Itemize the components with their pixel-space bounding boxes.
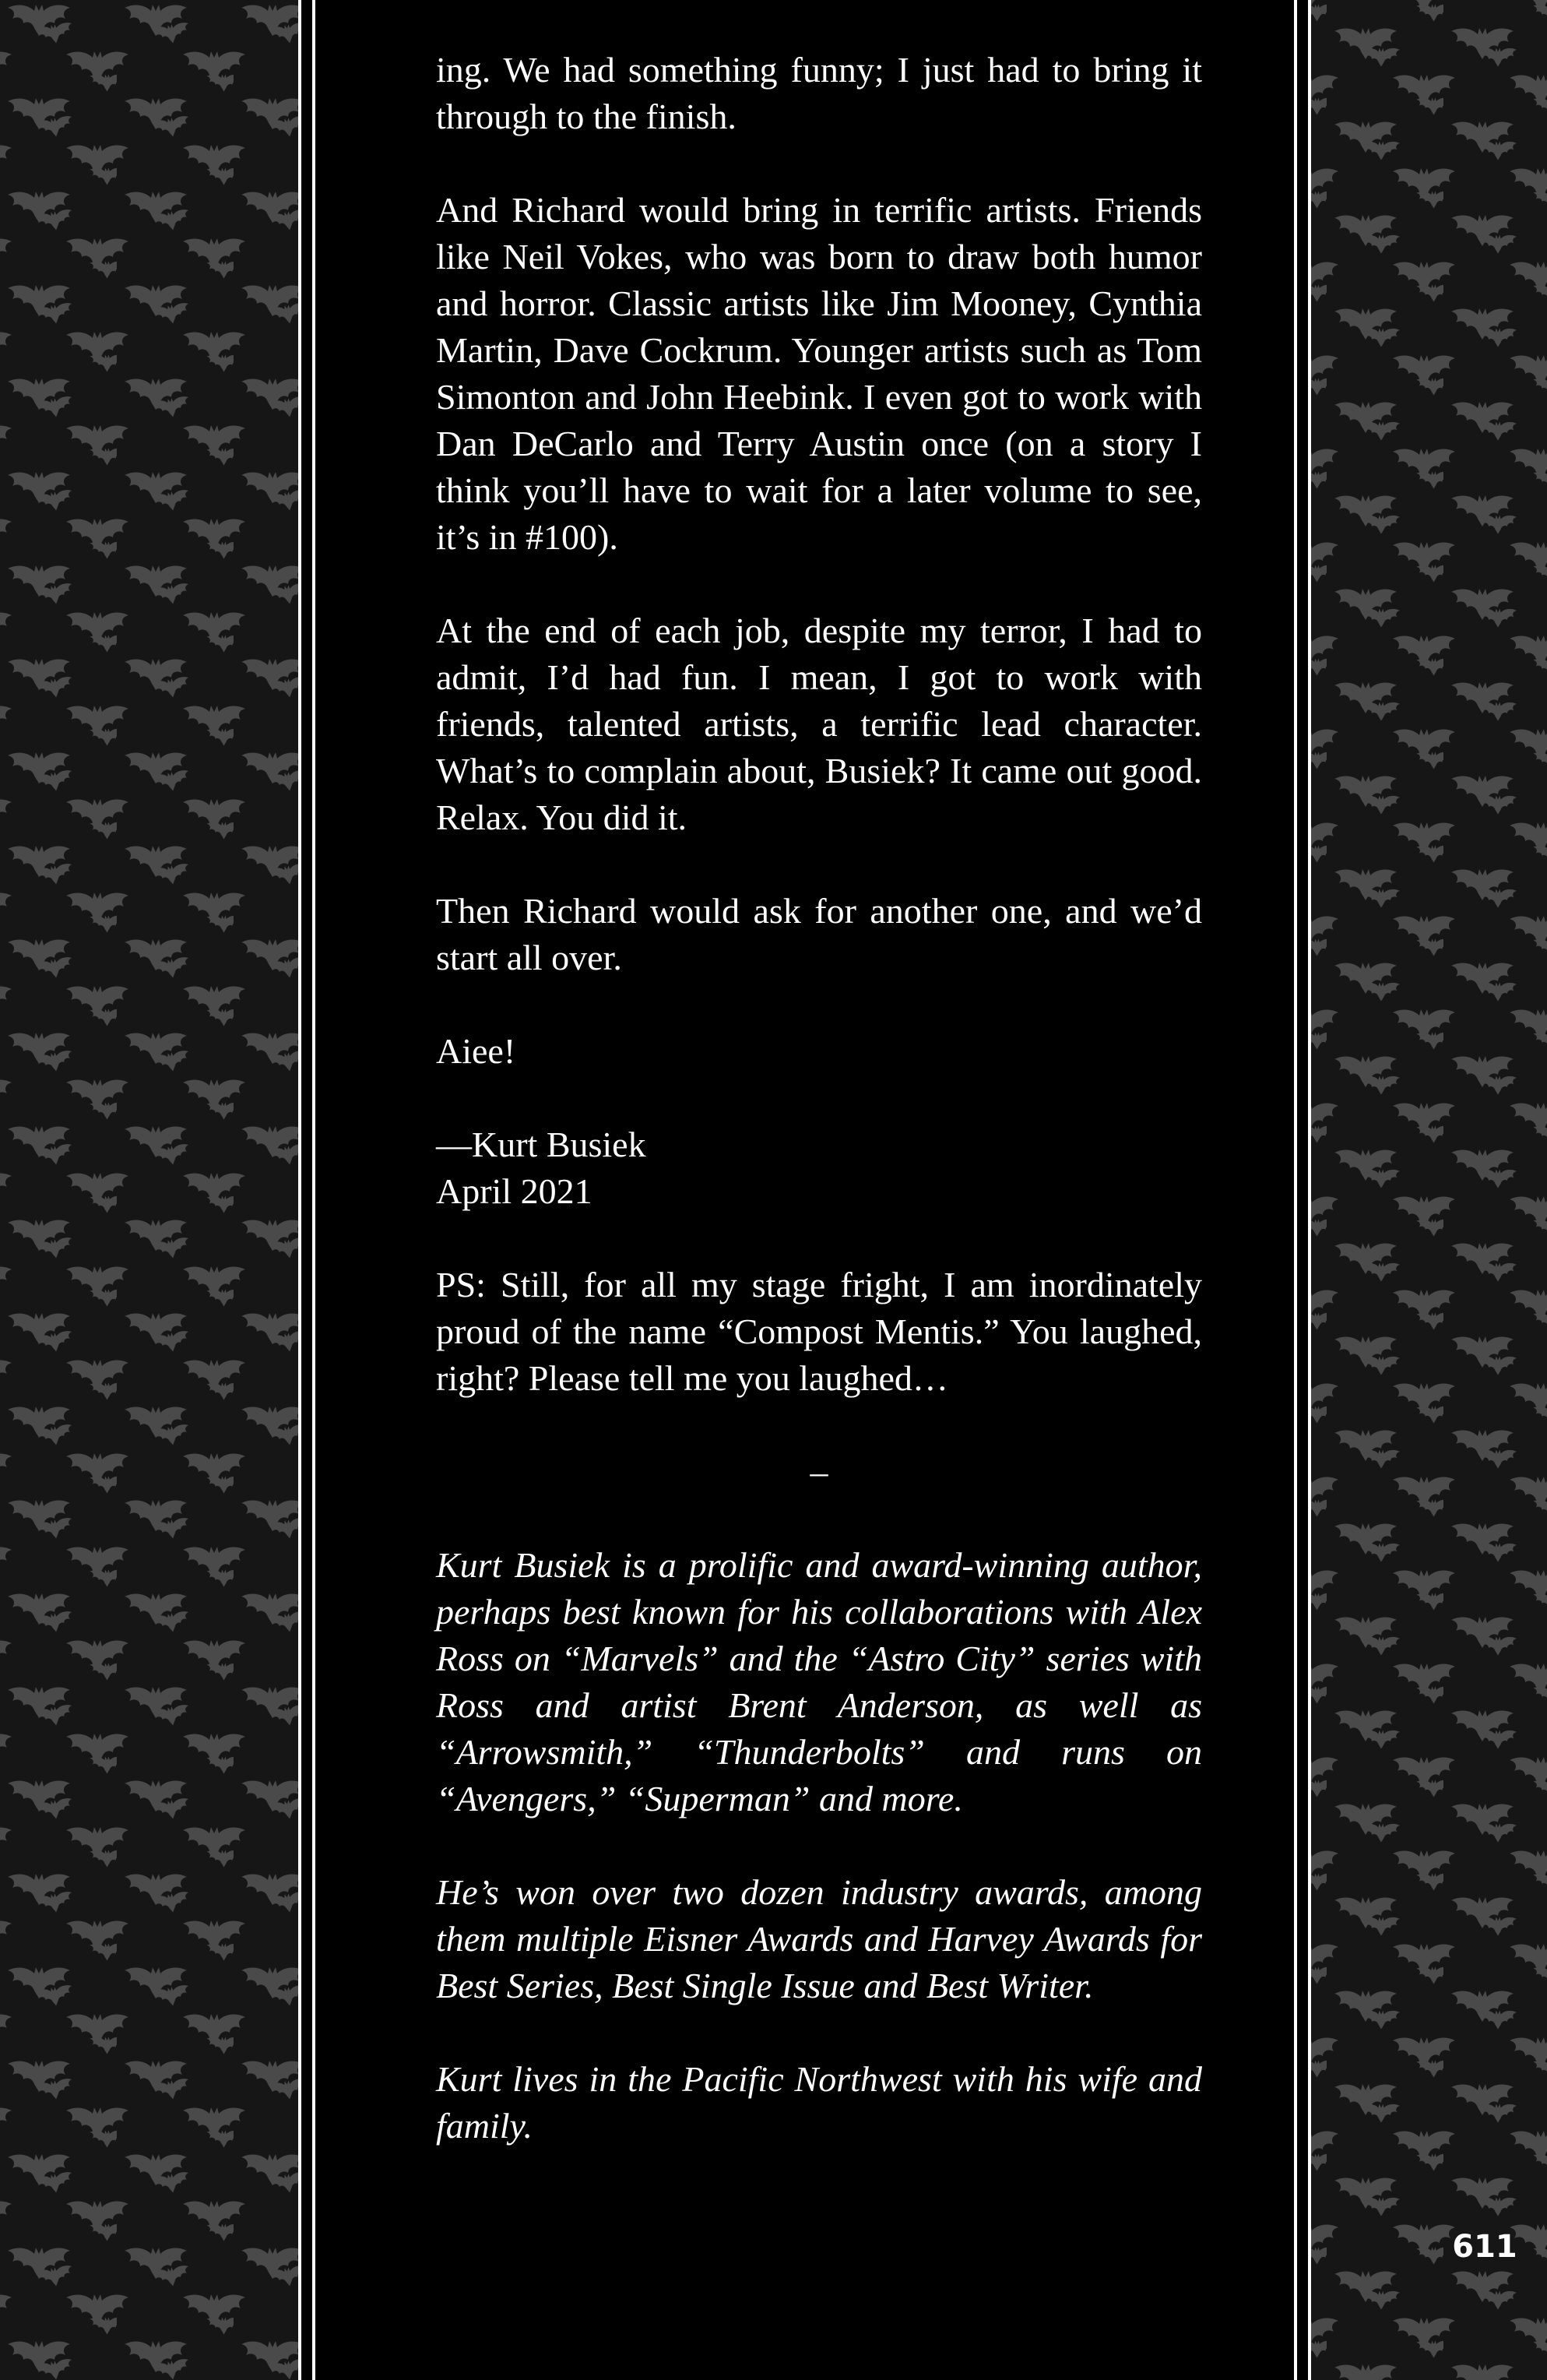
signature-name: —Kurt Busiek: [436, 1125, 646, 1164]
body-paragraph: Then Richard would ask for another one, and we’d start all over.: [436, 891, 1202, 977]
signature-date: April 2021: [436, 1171, 592, 1211]
section-separator: –: [810, 1452, 828, 1491]
body-paragraph: At the end of each job, despite my terror, I had to admit, I’d had fun. I mean, I got to work with friends, talented artists, a terrific lead character. What’s to complain about, Busiek? It came out good. Relax. You did it.: [436, 611, 1202, 837]
bio-paragraph: He’s won over two dozen industry awards, among them multiple Eisner Awards and Harvey Awards for Best Series, Best Single Issue and Best Writer.: [436, 1872, 1202, 2005]
bat-icon: [0, 0, 298, 2380]
body-paragraph: ing. We had something funny; I just had to bring it through to the finish.: [436, 50, 1202, 136]
border-rule-left-outer: [298, 0, 301, 2380]
body-paragraph: Aiee!: [436, 1031, 516, 1071]
border-rule-left-inner: [312, 0, 315, 2380]
bio-paragraph: Kurt lives in the Pacific Northwest with his wife and family.: [436, 2059, 1202, 2146]
border-rule-right-inner: [1294, 0, 1297, 2380]
page-number: 611: [1452, 2229, 1517, 2265]
bat-icon: [1311, 0, 1547, 2380]
right-bat-pattern: [1311, 0, 1547, 2380]
bio-paragraph: Kurt Busiek is a prolific and award-winning author, perhaps best known for his collaborations with Alex Ross on “Marvels” and the “Astro City” series with Ross and artist Brent Anderson, as well as “Arrowsmith,” “Thunderbolts” and runs on “Avengers,” “Superman” and more.: [436, 1545, 1202, 1818]
left-bat-pattern: [0, 0, 298, 2380]
body-paragraph: And Richard would bring in terrific artists. Friends like Neil Vokes, who was born to draw both humor and horror. Classic artists like Jim Mooney, Cynthia Martin, Dave Cockrum. Younger artists such as Tom Simonton and John Heebink. I even got to work with Dan DeCarlo and Terry Austin once (on a story I think you’ll have to wait for a later volume to see, it’s in #100).: [436, 190, 1202, 557]
postscript: PS: Still, for all my stage fright, I am inordinately proud of the name “Compost Mentis.” You laughed, right? Please tell me you laughed…: [436, 1265, 1202, 1398]
article-text: [436, 47, 1202, 2196]
border-rule-right-outer: [1308, 0, 1311, 2380]
